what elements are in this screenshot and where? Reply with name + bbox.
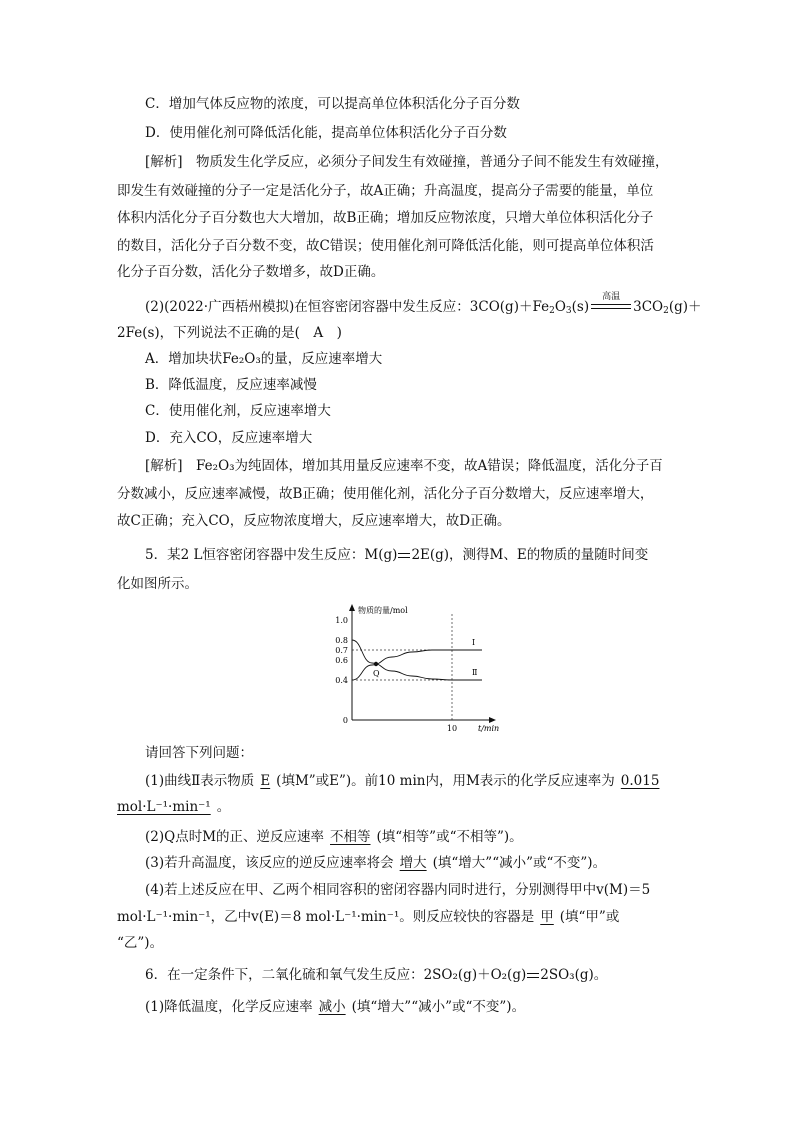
reaction-condition-arrow: 高温 bbox=[591, 304, 631, 317]
series-line bbox=[352, 640, 482, 680]
question-5-stem-cont: 化如图所示。 bbox=[117, 576, 198, 592]
analysis-line: [解析] 物质发生化学反应，必须分子间发生有效碰撞，普通分子间不能发生有效碰撞， bbox=[145, 154, 669, 170]
option-a: A．增加块状Fe₂O₃的量，反应速率增大 bbox=[145, 351, 383, 367]
question-prompt: 请回答下列问题： bbox=[145, 745, 253, 761]
question-2-stem-cont: 2Fe(s)，下列说法不正确的是( A ) bbox=[117, 325, 342, 341]
question-5-stem: 5．某2 L恒容密闭容器中发生反应：M(g) 2E(g)，测得M、E的物质的量随时间变 bbox=[145, 547, 649, 563]
series-label: Ⅰ bbox=[472, 638, 476, 647]
analysis-line: 体积内活化分子百分数也大大增加，故B正确；增加反应物浓度，只增大单位体积活化分子 bbox=[117, 210, 654, 226]
y-tick-label: 0.6 bbox=[335, 656, 348, 665]
sub-question-4-cont: mol·L⁻¹·min⁻¹，乙中v(E)＝8 mol·L⁻¹·min⁻¹。则反应较快的容器是 甲 (填“甲”或 bbox=[117, 909, 620, 925]
answer-blank: mol·L⁻¹·min⁻¹ bbox=[117, 799, 211, 815]
option-d: D．使用催化剂可降低活化能，提高单位体积活化分子百分数 bbox=[145, 125, 507, 141]
y-tick-label: 0.8 bbox=[335, 636, 348, 645]
answer-blank: 甲 bbox=[540, 909, 554, 925]
sub-question-3: (3)若升高温度，该反应的逆反应速率将会 增大 (填“增大”“减小”或“不变”)。 bbox=[145, 855, 607, 871]
series-label: Ⅱ bbox=[472, 668, 478, 677]
option-c: C．增加气体反应物的浓度，可以提高单位体积活化分子百分数 bbox=[145, 96, 520, 112]
y-axis-arrow bbox=[349, 604, 355, 611]
x-tick-label: 10 bbox=[446, 724, 458, 733]
sub-question-4: (4)若上述反应在甲、乙两个相同容积的密闭容器内同时进行，分别测得甲中v(M)＝5 bbox=[145, 882, 651, 898]
x-axis-arrow bbox=[489, 717, 496, 723]
analysis-line: 即发生有效碰撞的分子一定是活化分子，故A正确；升高温度，提高分子需要的能量，单位 bbox=[117, 183, 654, 199]
question-2-stem: (2)(2022·广西梧州模拟)在恒容密闭容器中发生反应：$3CO(g)+Fe_2O_3(s)$ 高温 $3CO_2(g)+$ bbox=[145, 292, 702, 316]
x-axis-label: t/min bbox=[478, 724, 500, 733]
sub-question-4-cont: “乙”)。 bbox=[117, 935, 164, 951]
answer-blank: 减小 bbox=[318, 999, 346, 1015]
equilibrium-sign bbox=[526, 971, 540, 981]
answer-blank: 0.015 bbox=[620, 773, 660, 789]
y-tick-label: 0.7 bbox=[335, 646, 348, 655]
answer-blank: 不相等 bbox=[330, 829, 371, 845]
y-tick-label: 1.0 bbox=[335, 616, 348, 625]
option-b: B．降低温度，反应速率减慢 bbox=[145, 377, 317, 393]
sub-question-2: (2)Q点时M的正、逆反应速率 不相等 (填“相等”或“不相等”)。 bbox=[145, 829, 523, 845]
analysis-line: [解析] Fe₂O₃为纯固体，增加其用量反应速率不变，故A错误；降低温度，活化分子百 bbox=[145, 458, 663, 474]
analysis-line: 化分子百分数，活化分子数增多，故D正确。 bbox=[117, 264, 385, 280]
amount-vs-time-chart bbox=[320, 598, 500, 738]
answer-blank: 增大 bbox=[399, 855, 427, 871]
analysis-line: 分数减小，反应速率减慢，故B正确；使用催化剂，活化分子百分数增大，反应速率增大， bbox=[117, 486, 654, 502]
y-tick-label: 0.4 bbox=[335, 676, 348, 685]
question-6-sub-1: (1)降低温度，化学反应速率 减小 (填“增大”“减小”或“不变”)。 bbox=[145, 999, 526, 1015]
series-line bbox=[352, 650, 482, 680]
answer-blank: E bbox=[260, 773, 271, 789]
analysis-line: 的数目，活化分子百分数不变，故C错误；使用催化剂可降低活化能，则可提高单位体积活 bbox=[117, 238, 654, 254]
y-tick-label: 0 bbox=[342, 716, 348, 725]
sub-question-1: (1)曲线Ⅱ表示物质 E (填M”或E”)。前10 min内，用M表示的化学反应速率为 0.015 bbox=[145, 771, 665, 791]
y-axis-label: 物质的量/mol bbox=[358, 606, 408, 615]
analysis-line: 故C正确；充入CO，反应物浓度增大，反应速率增大，故D正确。 bbox=[117, 513, 511, 529]
option-c: C．使用催化剂，反应速率增大 bbox=[145, 403, 331, 419]
question-6-stem: 6．在一定条件下，二氧化硫和氧气发生反应：2SO₂(g)＋O₂(g) 2SO₃(g)。 bbox=[145, 967, 608, 983]
equilibrium-sign bbox=[397, 551, 411, 561]
option-d: D．充入CO，反应速率增大 bbox=[145, 430, 313, 446]
point-q-label: Q bbox=[373, 669, 380, 678]
point-q-marker bbox=[374, 662, 378, 666]
sub-question-1-cont: mol·L⁻¹·min⁻¹ 。 bbox=[117, 799, 231, 815]
